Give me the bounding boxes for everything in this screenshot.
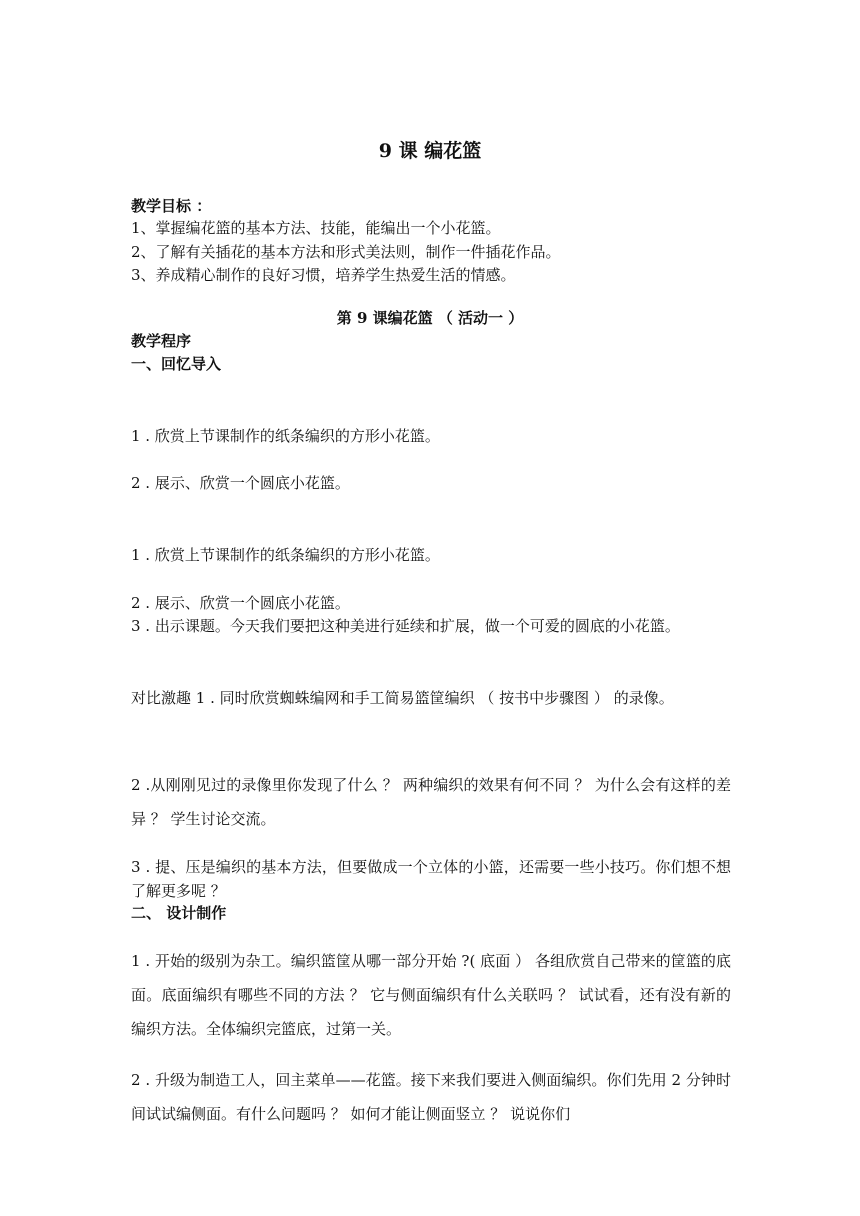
procedure-heading: 教学程序	[131, 332, 192, 350]
section-1-item-2: 2 . 展示、欣赏一个圆底小花篮。	[131, 474, 350, 492]
goal-item-2: 2、了解有关插花的基本方法和形式美法则，制作一件插花作品。	[131, 243, 561, 261]
section-2-heading: 二、 设计制作	[131, 904, 227, 922]
section-1-item-1: 1 . 欣赏上节课制作的纸条编织的方形小花篮。	[131, 427, 440, 445]
goal-item-1: 1、掌握编花篮的基本方法、技能，能编出一个小花篮。	[131, 219, 501, 237]
design-paragraph-2: 2 . 升级为制造工人，回主菜单——花篮。接下来我们要进入侧面编织。你们先用 2 分钟时间试试编侧面。有什么问题吗 ？ 如何才能让侧面竖立 ？ 说说你们	[131, 1071, 731, 1123]
document-title: 9 课 编花篮	[378, 140, 482, 162]
goals-heading: 教学目标 ：	[131, 197, 212, 215]
section-1-item-4: 2 . 展示、欣赏一个圆底小花篮。	[131, 594, 350, 612]
activity-title: 第 9 课编花篮 （ 活动一 ）	[336, 309, 524, 327]
contrast-paragraph: 对比激趣 1 . 同时欣赏蜘蛛编网和手工简易篮筐编织 （ 按书中步骤图 ） 的录像。	[131, 689, 674, 707]
design-paragraph-1: 1 . 开始的级别为杂工。编织篮筐从哪一部分开始 ?( 底面 ） 各组欣赏自己带来的筐篮的底面。底面编织有哪些不同的方法 ？ 它与侧面编织有什么关联吗 ？ 试试看，还有没有新的编织方法。全体编织完篮底，过第一关。	[131, 952, 731, 1038]
question-paragraph: 2 .从刚刚见过的录像里你发现了什么 ？ 两种编织的效果有何不同 ？ 为什么会有这样的差异 ？ 学生讨论交流。	[131, 776, 731, 828]
goal-item-3: 3、养成精心制作的良好习惯，培养学生热爱生活的情感。	[131, 266, 516, 284]
section-1-item-5: 3 . 出示课题。今天我们要把这种美进行延续和扩展，做一个可爱的圆底的小花篮。	[131, 617, 680, 635]
paragraph-3: 3 . 提、压是编织的基本方法，但要做成一个立体的小篮，还需要一些小技巧。你们想不想了解更多呢 ？	[131, 858, 731, 900]
section-1-item-3: 1 . 欣赏上节课制作的纸条编织的方形小花篮。	[131, 546, 440, 564]
section-1-heading: 一、回忆导入	[131, 355, 222, 373]
